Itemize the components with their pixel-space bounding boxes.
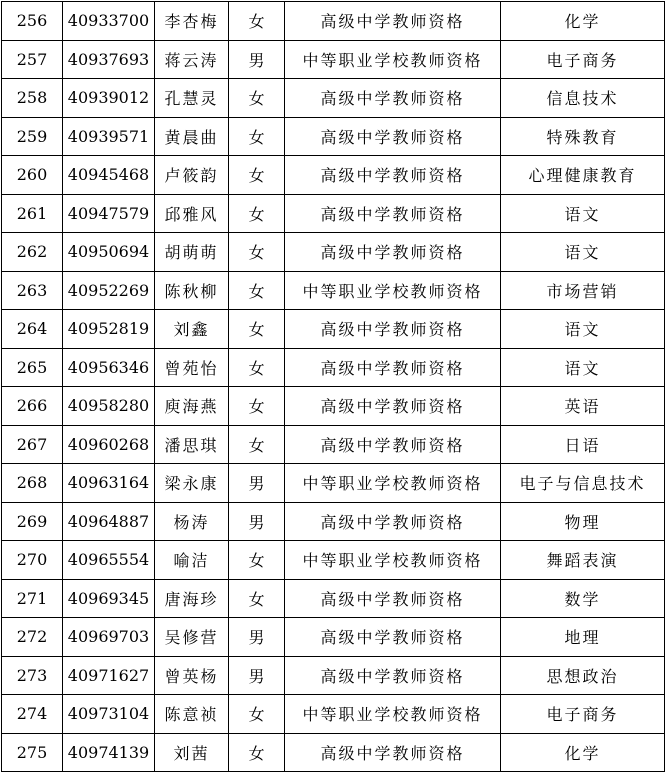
cell-serial-number: 259 [2, 117, 63, 156]
cell-exam-id: 40939571 [63, 117, 155, 156]
cell-subject: 电子商务 [501, 695, 665, 734]
cell-gender: 女 [229, 79, 285, 118]
cell-name: 吴修营 [155, 618, 229, 657]
cell-exam-id: 40956346 [63, 348, 155, 387]
cell-name: 庾海燕 [155, 387, 229, 426]
cell-gender: 男 [229, 464, 285, 503]
cell-gender: 女 [229, 695, 285, 734]
cell-subject: 物理 [501, 502, 665, 541]
teacher-qualification-table [1, 1, 665, 772]
cell-exam-id: 40933700 [63, 2, 155, 41]
cell-serial-number: 275 [2, 733, 63, 772]
cell-qualification: 高级中学教师资格 [285, 733, 501, 772]
cell-gender: 男 [229, 502, 285, 541]
table-row [2, 425, 665, 464]
table-row [2, 541, 665, 580]
cell-exam-id: 40960268 [63, 425, 155, 464]
cell-qualification: 高级中学教师资格 [285, 156, 501, 195]
cell-subject: 语文 [501, 194, 665, 233]
cell-gender: 女 [229, 233, 285, 272]
cell-qualification: 高级中学教师资格 [285, 425, 501, 464]
cell-exam-id: 40973104 [63, 695, 155, 734]
cell-name: 潘思琪 [155, 425, 229, 464]
cell-gender: 女 [229, 733, 285, 772]
cell-subject: 语文 [501, 233, 665, 272]
cell-serial-number: 270 [2, 541, 63, 580]
cell-name: 陈意祯 [155, 695, 229, 734]
cell-name: 李杏梅 [155, 2, 229, 41]
cell-serial-number: 256 [2, 2, 63, 41]
cell-exam-id: 40945468 [63, 156, 155, 195]
cell-name: 黄晨曲 [155, 117, 229, 156]
cell-name: 梁永康 [155, 464, 229, 503]
cell-gender: 女 [229, 541, 285, 580]
cell-subject: 舞蹈表演 [501, 541, 665, 580]
table-row [2, 117, 665, 156]
cell-serial-number: 260 [2, 156, 63, 195]
cell-serial-number: 265 [2, 348, 63, 387]
cell-qualification: 中等职业学校教师资格 [285, 40, 501, 79]
cell-name: 刘茜 [155, 733, 229, 772]
table-row [2, 348, 665, 387]
cell-exam-id: 40971627 [63, 656, 155, 695]
cell-exam-id: 40965554 [63, 541, 155, 580]
cell-serial-number: 263 [2, 271, 63, 310]
cell-subject: 化学 [501, 2, 665, 41]
cell-serial-number: 261 [2, 194, 63, 233]
table-row [2, 194, 665, 233]
cell-name: 卢筱韵 [155, 156, 229, 195]
cell-subject: 电子商务 [501, 40, 665, 79]
cell-qualification: 高级中学教师资格 [285, 348, 501, 387]
cell-serial-number: 257 [2, 40, 63, 79]
table-row [2, 618, 665, 657]
cell-qualification: 高级中学教师资格 [285, 310, 501, 349]
cell-qualification: 高级中学教师资格 [285, 117, 501, 156]
cell-serial-number: 274 [2, 695, 63, 734]
cell-subject: 语文 [501, 310, 665, 349]
cell-name: 曾苑怡 [155, 348, 229, 387]
cell-subject: 特殊教育 [501, 117, 665, 156]
table-row [2, 656, 665, 695]
cell-exam-id: 40963164 [63, 464, 155, 503]
cell-subject: 地理 [501, 618, 665, 657]
cell-exam-id: 40958280 [63, 387, 155, 426]
cell-gender: 男 [229, 618, 285, 657]
cell-name: 喻洁 [155, 541, 229, 580]
table-row [2, 502, 665, 541]
cell-name: 蒋云涛 [155, 40, 229, 79]
cell-serial-number: 266 [2, 387, 63, 426]
cell-subject: 化学 [501, 733, 665, 772]
cell-qualification: 中等职业学校教师资格 [285, 464, 501, 503]
cell-qualification: 高级中学教师资格 [285, 618, 501, 657]
cell-gender: 女 [229, 271, 285, 310]
cell-exam-id: 40969345 [63, 579, 155, 618]
cell-name: 唐海珍 [155, 579, 229, 618]
table-row [2, 733, 665, 772]
cell-serial-number: 264 [2, 310, 63, 349]
cell-exam-id: 40964887 [63, 502, 155, 541]
cell-name: 邱雅风 [155, 194, 229, 233]
cell-qualification: 高级中学教师资格 [285, 194, 501, 233]
cell-subject: 语文 [501, 348, 665, 387]
cell-gender: 男 [229, 656, 285, 695]
table-row [2, 233, 665, 272]
cell-qualification: 中等职业学校教师资格 [285, 541, 501, 580]
cell-gender: 女 [229, 2, 285, 41]
cell-exam-id: 40974139 [63, 733, 155, 772]
cell-gender: 男 [229, 40, 285, 79]
cell-qualification: 高级中学教师资格 [285, 387, 501, 426]
cell-qualification: 高级中学教师资格 [285, 579, 501, 618]
cell-gender: 女 [229, 387, 285, 426]
cell-gender: 女 [229, 348, 285, 387]
table-row [2, 464, 665, 503]
cell-exam-id: 40952269 [63, 271, 155, 310]
cell-subject: 心理健康教育 [501, 156, 665, 195]
cell-serial-number: 272 [2, 618, 63, 657]
table-row [2, 40, 665, 79]
cell-subject: 信息技术 [501, 79, 665, 118]
table-row [2, 695, 665, 734]
cell-subject: 电子与信息技术 [501, 464, 665, 503]
cell-exam-id: 40939012 [63, 79, 155, 118]
cell-gender: 女 [229, 310, 285, 349]
table-row [2, 79, 665, 118]
cell-subject: 英语 [501, 387, 665, 426]
cell-gender: 女 [229, 425, 285, 464]
table-row [2, 310, 665, 349]
cell-serial-number: 268 [2, 464, 63, 503]
cell-name: 陈秋柳 [155, 271, 229, 310]
cell-serial-number: 258 [2, 79, 63, 118]
table-row [2, 271, 665, 310]
cell-serial-number: 271 [2, 579, 63, 618]
cell-name: 曾英杨 [155, 656, 229, 695]
cell-qualification: 高级中学教师资格 [285, 502, 501, 541]
cell-qualification: 高级中学教师资格 [285, 2, 501, 41]
table-body [2, 2, 665, 772]
table-row [2, 387, 665, 426]
cell-serial-number: 273 [2, 656, 63, 695]
cell-gender: 女 [229, 579, 285, 618]
cell-name: 杨涛 [155, 502, 229, 541]
cell-exam-id: 40947579 [63, 194, 155, 233]
cell-exam-id: 40969703 [63, 618, 155, 657]
cell-subject: 市场营销 [501, 271, 665, 310]
cell-name: 胡萌萌 [155, 233, 229, 272]
cell-subject: 思想政治 [501, 656, 665, 695]
cell-gender: 女 [229, 117, 285, 156]
cell-serial-number: 267 [2, 425, 63, 464]
table-row [2, 2, 665, 41]
cell-qualification: 中等职业学校教师资格 [285, 271, 501, 310]
cell-qualification: 高级中学教师资格 [285, 233, 501, 272]
cell-subject: 数学 [501, 579, 665, 618]
cell-qualification: 高级中学教师资格 [285, 79, 501, 118]
cell-gender: 女 [229, 156, 285, 195]
cell-serial-number: 269 [2, 502, 63, 541]
cell-exam-id: 40937693 [63, 40, 155, 79]
table-row [2, 156, 665, 195]
table-row [2, 579, 665, 618]
cell-qualification: 高级中学教师资格 [285, 656, 501, 695]
cell-serial-number: 262 [2, 233, 63, 272]
cell-gender: 女 [229, 194, 285, 233]
cell-exam-id: 40950694 [63, 233, 155, 272]
cell-qualification: 中等职业学校教师资格 [285, 695, 501, 734]
cell-name: 孔慧灵 [155, 79, 229, 118]
cell-exam-id: 40952819 [63, 310, 155, 349]
cell-subject: 日语 [501, 425, 665, 464]
cell-name: 刘鑫 [155, 310, 229, 349]
